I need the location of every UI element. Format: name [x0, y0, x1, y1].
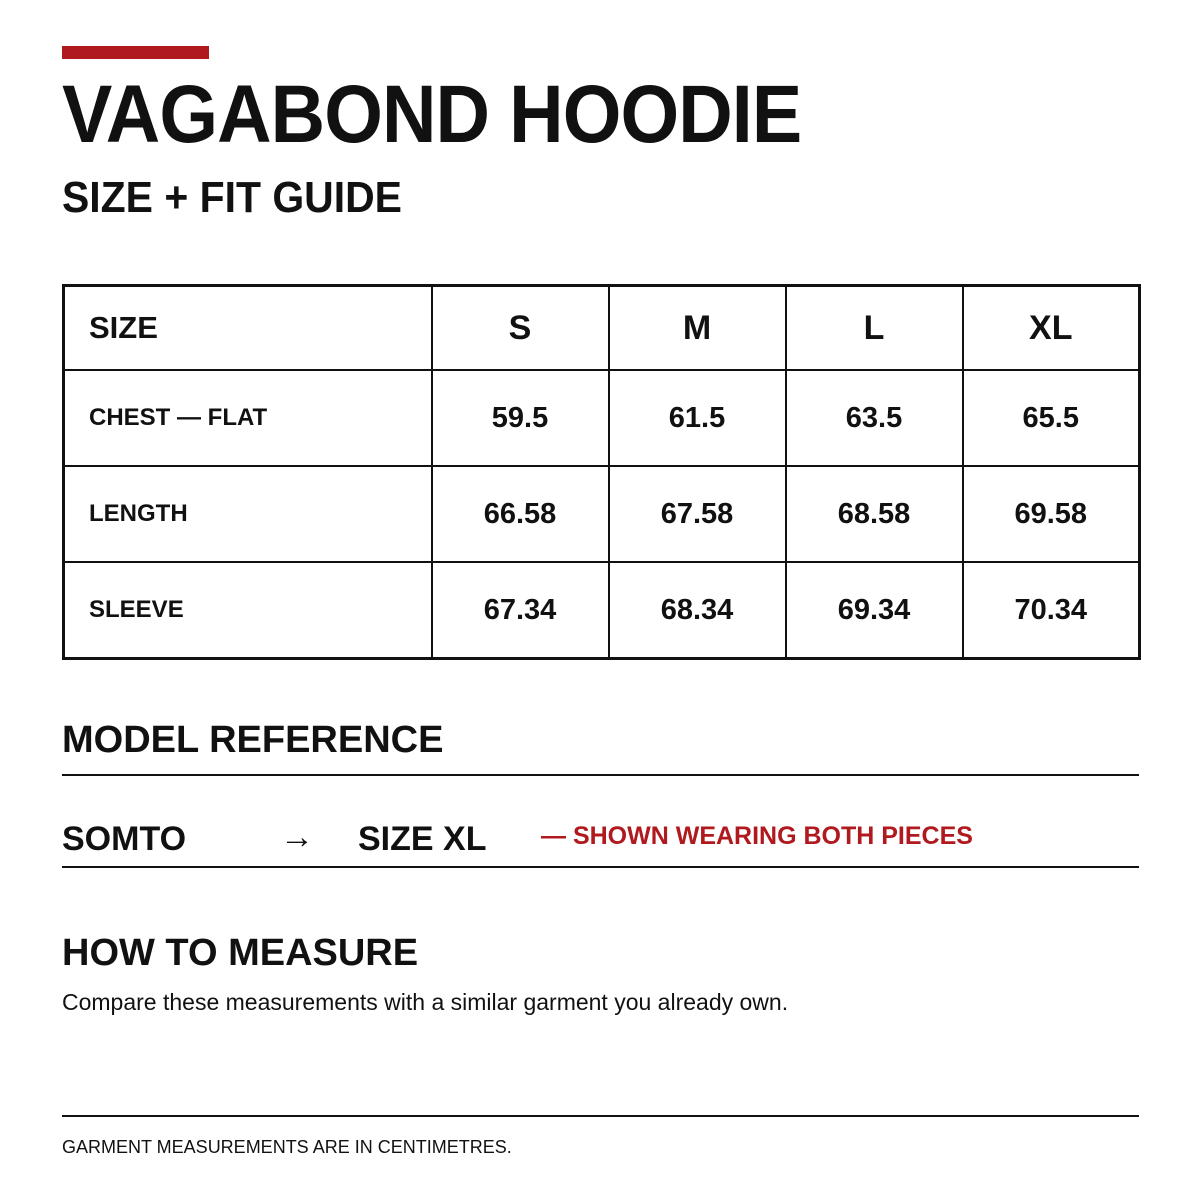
size-header-s: S — [432, 286, 609, 371]
size-chart-table — [62, 284, 1141, 660]
row-label: SLEEVE — [64, 562, 432, 659]
size-header-m: M — [609, 286, 786, 371]
row-label: CHEST — FLAT — [64, 370, 432, 466]
table-cell: 68.34 — [609, 562, 786, 659]
table-cell: 61.5 — [609, 370, 786, 466]
how-to-measure-heading: HOW TO MEASURE — [62, 932, 419, 974]
table-row-chest — [64, 370, 1140, 466]
table-cell: 59.5 — [432, 370, 609, 466]
model-name: SOMTO — [62, 820, 187, 858]
how-to-measure-text: Compare these measurements with a similar garment you already own. — [62, 989, 789, 1015]
table-cell: 67.58 — [609, 466, 786, 562]
table-cell: 63.5 — [786, 370, 963, 466]
divider — [62, 1115, 1139, 1117]
table-cell: 68.58 — [786, 466, 963, 562]
table-cell: 67.34 — [432, 562, 609, 659]
model-reference-heading: MODEL REFERENCE — [62, 719, 444, 761]
table-row-sleeve — [64, 562, 1140, 659]
guide-subtitle: SIZE + FIT GUIDE — [62, 173, 402, 222]
size-header-xl: XL — [963, 286, 1140, 371]
accent-bar — [62, 46, 209, 59]
table-cell: 69.58 — [963, 466, 1140, 562]
units-footnote: GARMENT MEASUREMENTS ARE IN CENTIMETRES. — [62, 1137, 512, 1157]
table-cell: 66.58 — [432, 466, 609, 562]
table-cell: 65.5 — [963, 370, 1140, 466]
table-cell: 70.34 — [963, 562, 1140, 659]
row-label: LENGTH — [64, 466, 432, 562]
table-cell: 69.34 — [786, 562, 963, 659]
table-row-length — [64, 466, 1140, 562]
model-note: — SHOWN WEARING BOTH PIECES — [541, 822, 973, 850]
size-header-l: L — [786, 286, 963, 371]
divider — [62, 774, 1139, 776]
product-title: VAGABOND HOODIE — [62, 69, 802, 160]
model-size: SIZE XL — [358, 820, 487, 858]
arrow-right-icon: → — [280, 818, 314, 856]
size-header-row — [64, 286, 1140, 371]
size-header-label: SIZE — [64, 286, 432, 371]
divider — [62, 866, 1139, 868]
